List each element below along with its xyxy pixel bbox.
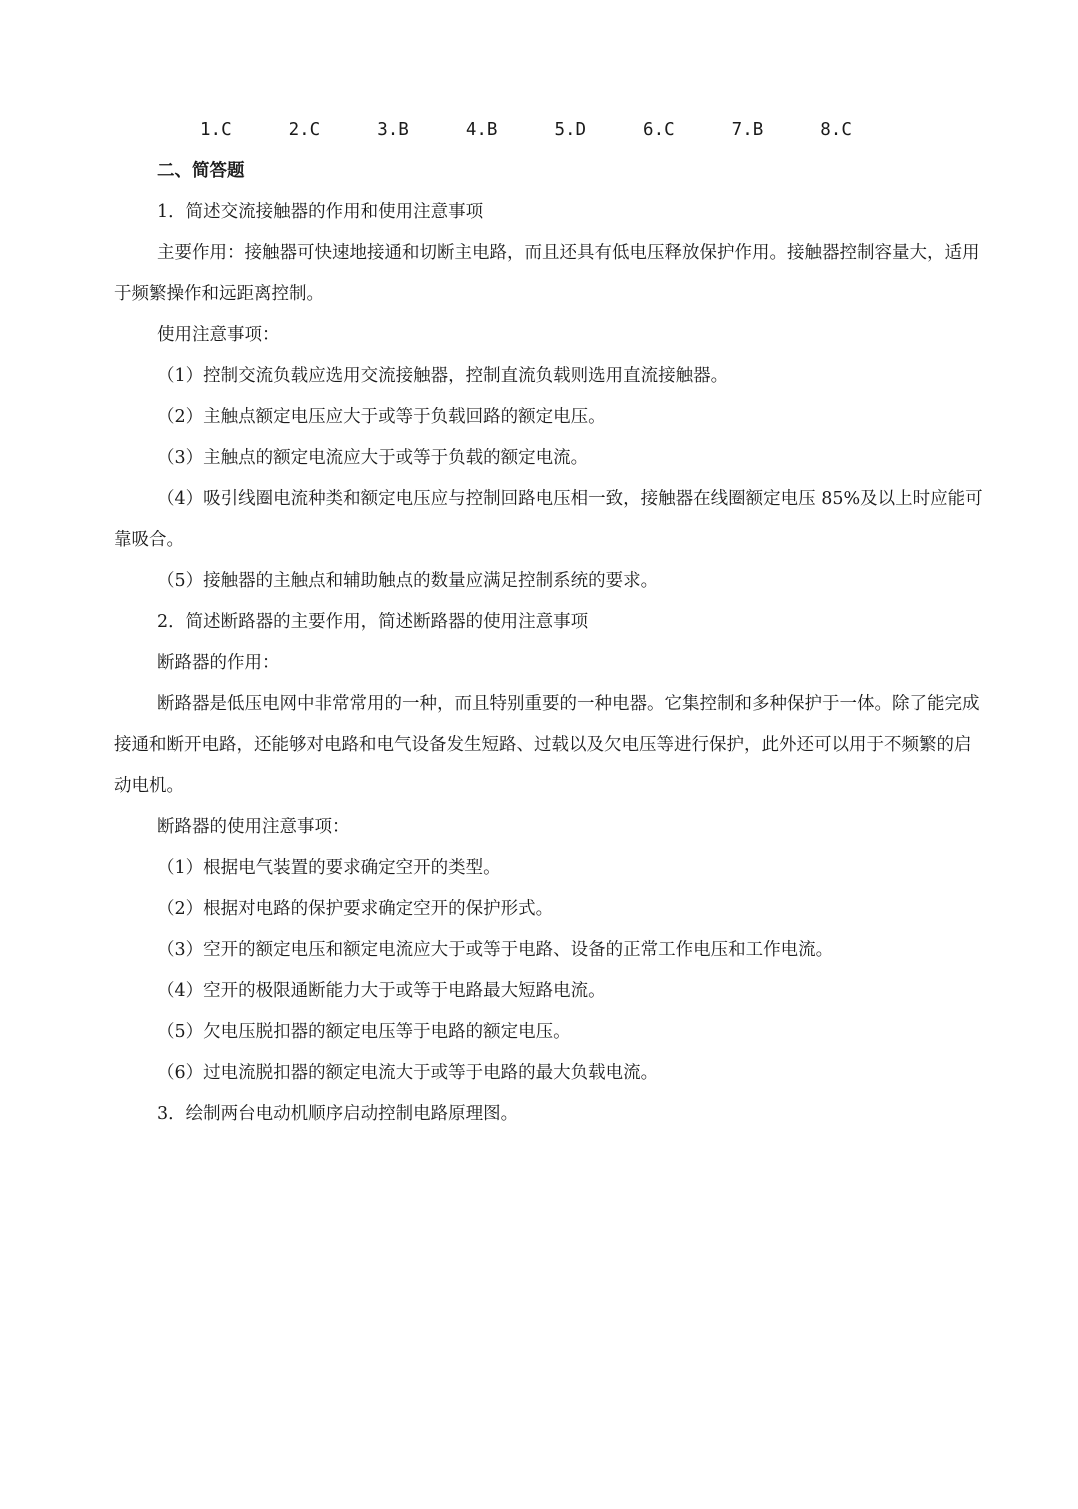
question-3-title: 3．绘制两台电动机顺序启动控制电路原理图。 [157, 1104, 519, 1124]
question-2-item-1: （1）根据电气装置的要求确定空开的类型。 [157, 858, 501, 878]
document-page [114, 110, 986, 1135]
answer-7: 7.B [731, 120, 764, 140]
question-2-item-5: （5）欠电压脱扣器的额定电压等于电路的额定电压。 [157, 1022, 571, 1042]
section-title: 二、简答题 [157, 161, 245, 181]
answer-key-line [114, 110, 986, 151]
answer-6: 6.C [643, 120, 675, 140]
question-2-item-4: （4）空开的极限通断能力大于或等于电路最大短路电流。 [157, 981, 606, 1001]
question-1-item-4: （4）吸引线圈电流种类和额定电压应与控制回路电压相一致，接触器在线圈额定电压 85%及以上时应能可靠吸合。 [114, 489, 983, 550]
question-1-item-5: （5）接触器的主触点和辅助触点的数量应满足控制系统的要求。 [157, 571, 659, 591]
question-2-notes-title: 断路器的使用注意事项： [157, 817, 350, 837]
question-1-item-1: （1）控制交流负载应选用交流接触器，控制直流负载则选用直流接触器。 [157, 366, 729, 386]
answer-5: 5.D [554, 120, 587, 140]
question-1-main-role: 主要作用：接触器可快速地接通和切断主电路，而且还具有低电压释放保护作用。接触器控制容量大，适用于频繁操作和远距离控制。 [114, 243, 980, 304]
answer-4: 4.B [465, 120, 498, 140]
question-1-title: 1．简述交流接触器的作用和使用注意事项 [157, 202, 484, 222]
question-2-role-title: 断路器的作用： [157, 653, 280, 673]
question-1-item-2: （2）主触点额定电压应大于或等于负载回路的额定电压。 [157, 407, 606, 427]
question-1-notes-title: 使用注意事项： [157, 325, 280, 345]
question-2-item-3: （3）空开的额定电压和额定电流应大于或等于电路、设备的正常工作电压和工作电流。 [157, 940, 834, 960]
answer-2: 2.C [288, 120, 321, 140]
question-1-item-3: （3）主触点的额定电流应大于或等于负载的额定电流。 [157, 448, 589, 468]
question-2-item-2: （2）根据对电路的保护要求确定空开的保护形式。 [157, 899, 554, 919]
answer-1: 1.C [200, 120, 232, 140]
question-2-role-text: 断路器是低压电网中非常常用的一种，而且特别重要的一种电器。它集控制和多种保护于一体。除了能完成接通和断开电路，还能够对电路和电气设备发生短路、过载以及欠电压等进行保护，此外还可以用于不频繁的启动电机。 [114, 694, 980, 796]
answer-8: 8.C [820, 120, 852, 140]
question-2-item-6: （6）过电流脱扣器的额定电流大于或等于电路的最大负载电流。 [157, 1063, 659, 1083]
question-2-title: 2．简述断路器的主要作用，简述断路器的使用注意事项 [157, 612, 589, 632]
answer-3: 3.B [377, 120, 409, 140]
